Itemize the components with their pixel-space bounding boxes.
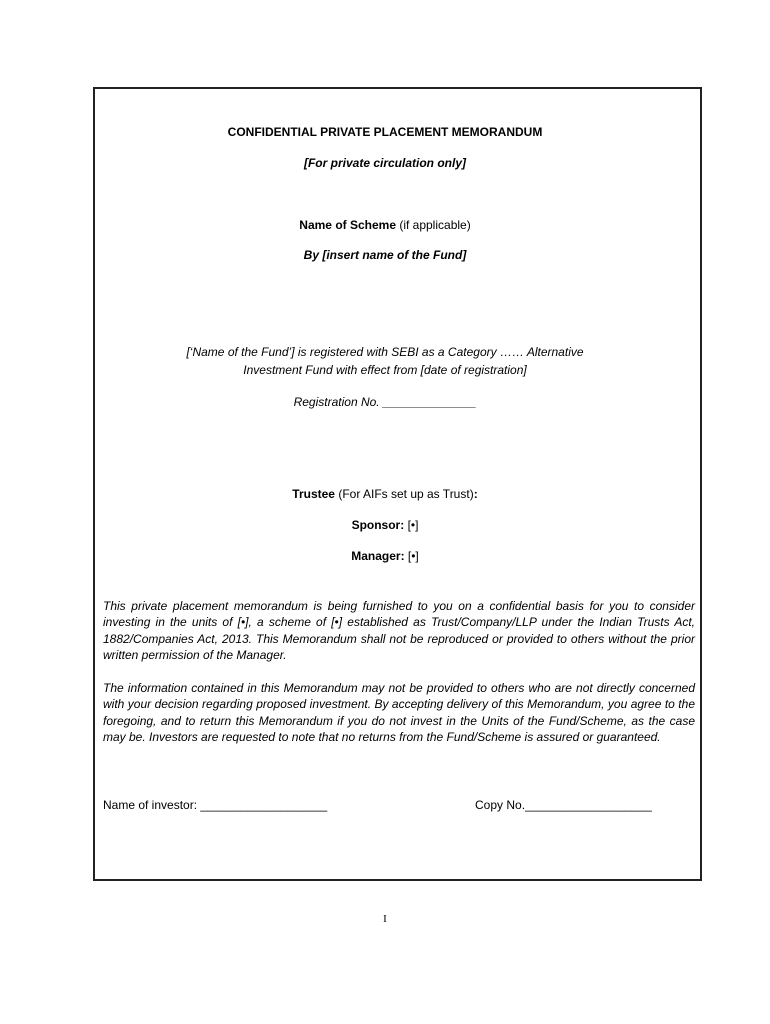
registration-number: Registration No. ______________ (293, 395, 477, 409)
fund-name-line: By [insert name of the Fund] (303, 248, 467, 262)
scheme-label: Name of Scheme (299, 218, 396, 232)
trustee-label: Trustee (292, 487, 335, 501)
scheme-note: (if applicable) (396, 218, 471, 232)
trustee-line (0, 486, 770, 502)
registration-line-1: [‘Name of the Fund’] is registered with SEBI as a Category …… Alternative (186, 345, 584, 359)
circulation-notice: [For private circulation only] (303, 156, 467, 170)
page-number: I (383, 913, 387, 925)
manager-label: Manager: (351, 549, 405, 563)
document-title: CONFIDENTIAL PRIVATE PLACEMENT MEMORANDUM (227, 125, 543, 139)
sponsor-label: Sponsor: (351, 518, 405, 532)
sponsor-line (0, 517, 770, 533)
registration-line-2: Investment Fund with effect from [date of registration] (243, 363, 527, 377)
manager-value: [•] (404, 549, 419, 563)
information-paragraph: The information contained in this Memorandum may not be provided to others who are not directly concerned with your decision regarding proposed investment. By accepting delivery of this Memorandum, you agree to the foregoing, and to return this Memorandum if you do not invest in the Units of the Fund/Scheme, as the case may be. Investors are requested to note that no returns from the Fund/Scheme is assured or guaranteed. (103, 681, 695, 744)
confidentiality-paragraph: This private placement memorandum is being furnished to you on a confidential basis for you to consider investing in the units of [•], a scheme of [•] established as Trust/Company/LLP under the Indian Trusts Act, 1882/Companies Act, 2013. This Memorandum shall not be reproduced or provided to others without the prior written permission of the Manager. (103, 599, 695, 662)
scheme-name-line (0, 217, 770, 233)
document-border (93, 87, 702, 881)
trustee-colon: : (473, 487, 478, 501)
manager-line (0, 548, 770, 564)
sponsor-value: [•] (404, 518, 419, 532)
copy-number-field: Copy No.___________________ (475, 798, 652, 812)
trustee-note: (For AIFs set up as Trust) (334, 487, 474, 501)
investor-name-field: Name of investor: ___________________ (103, 798, 328, 812)
